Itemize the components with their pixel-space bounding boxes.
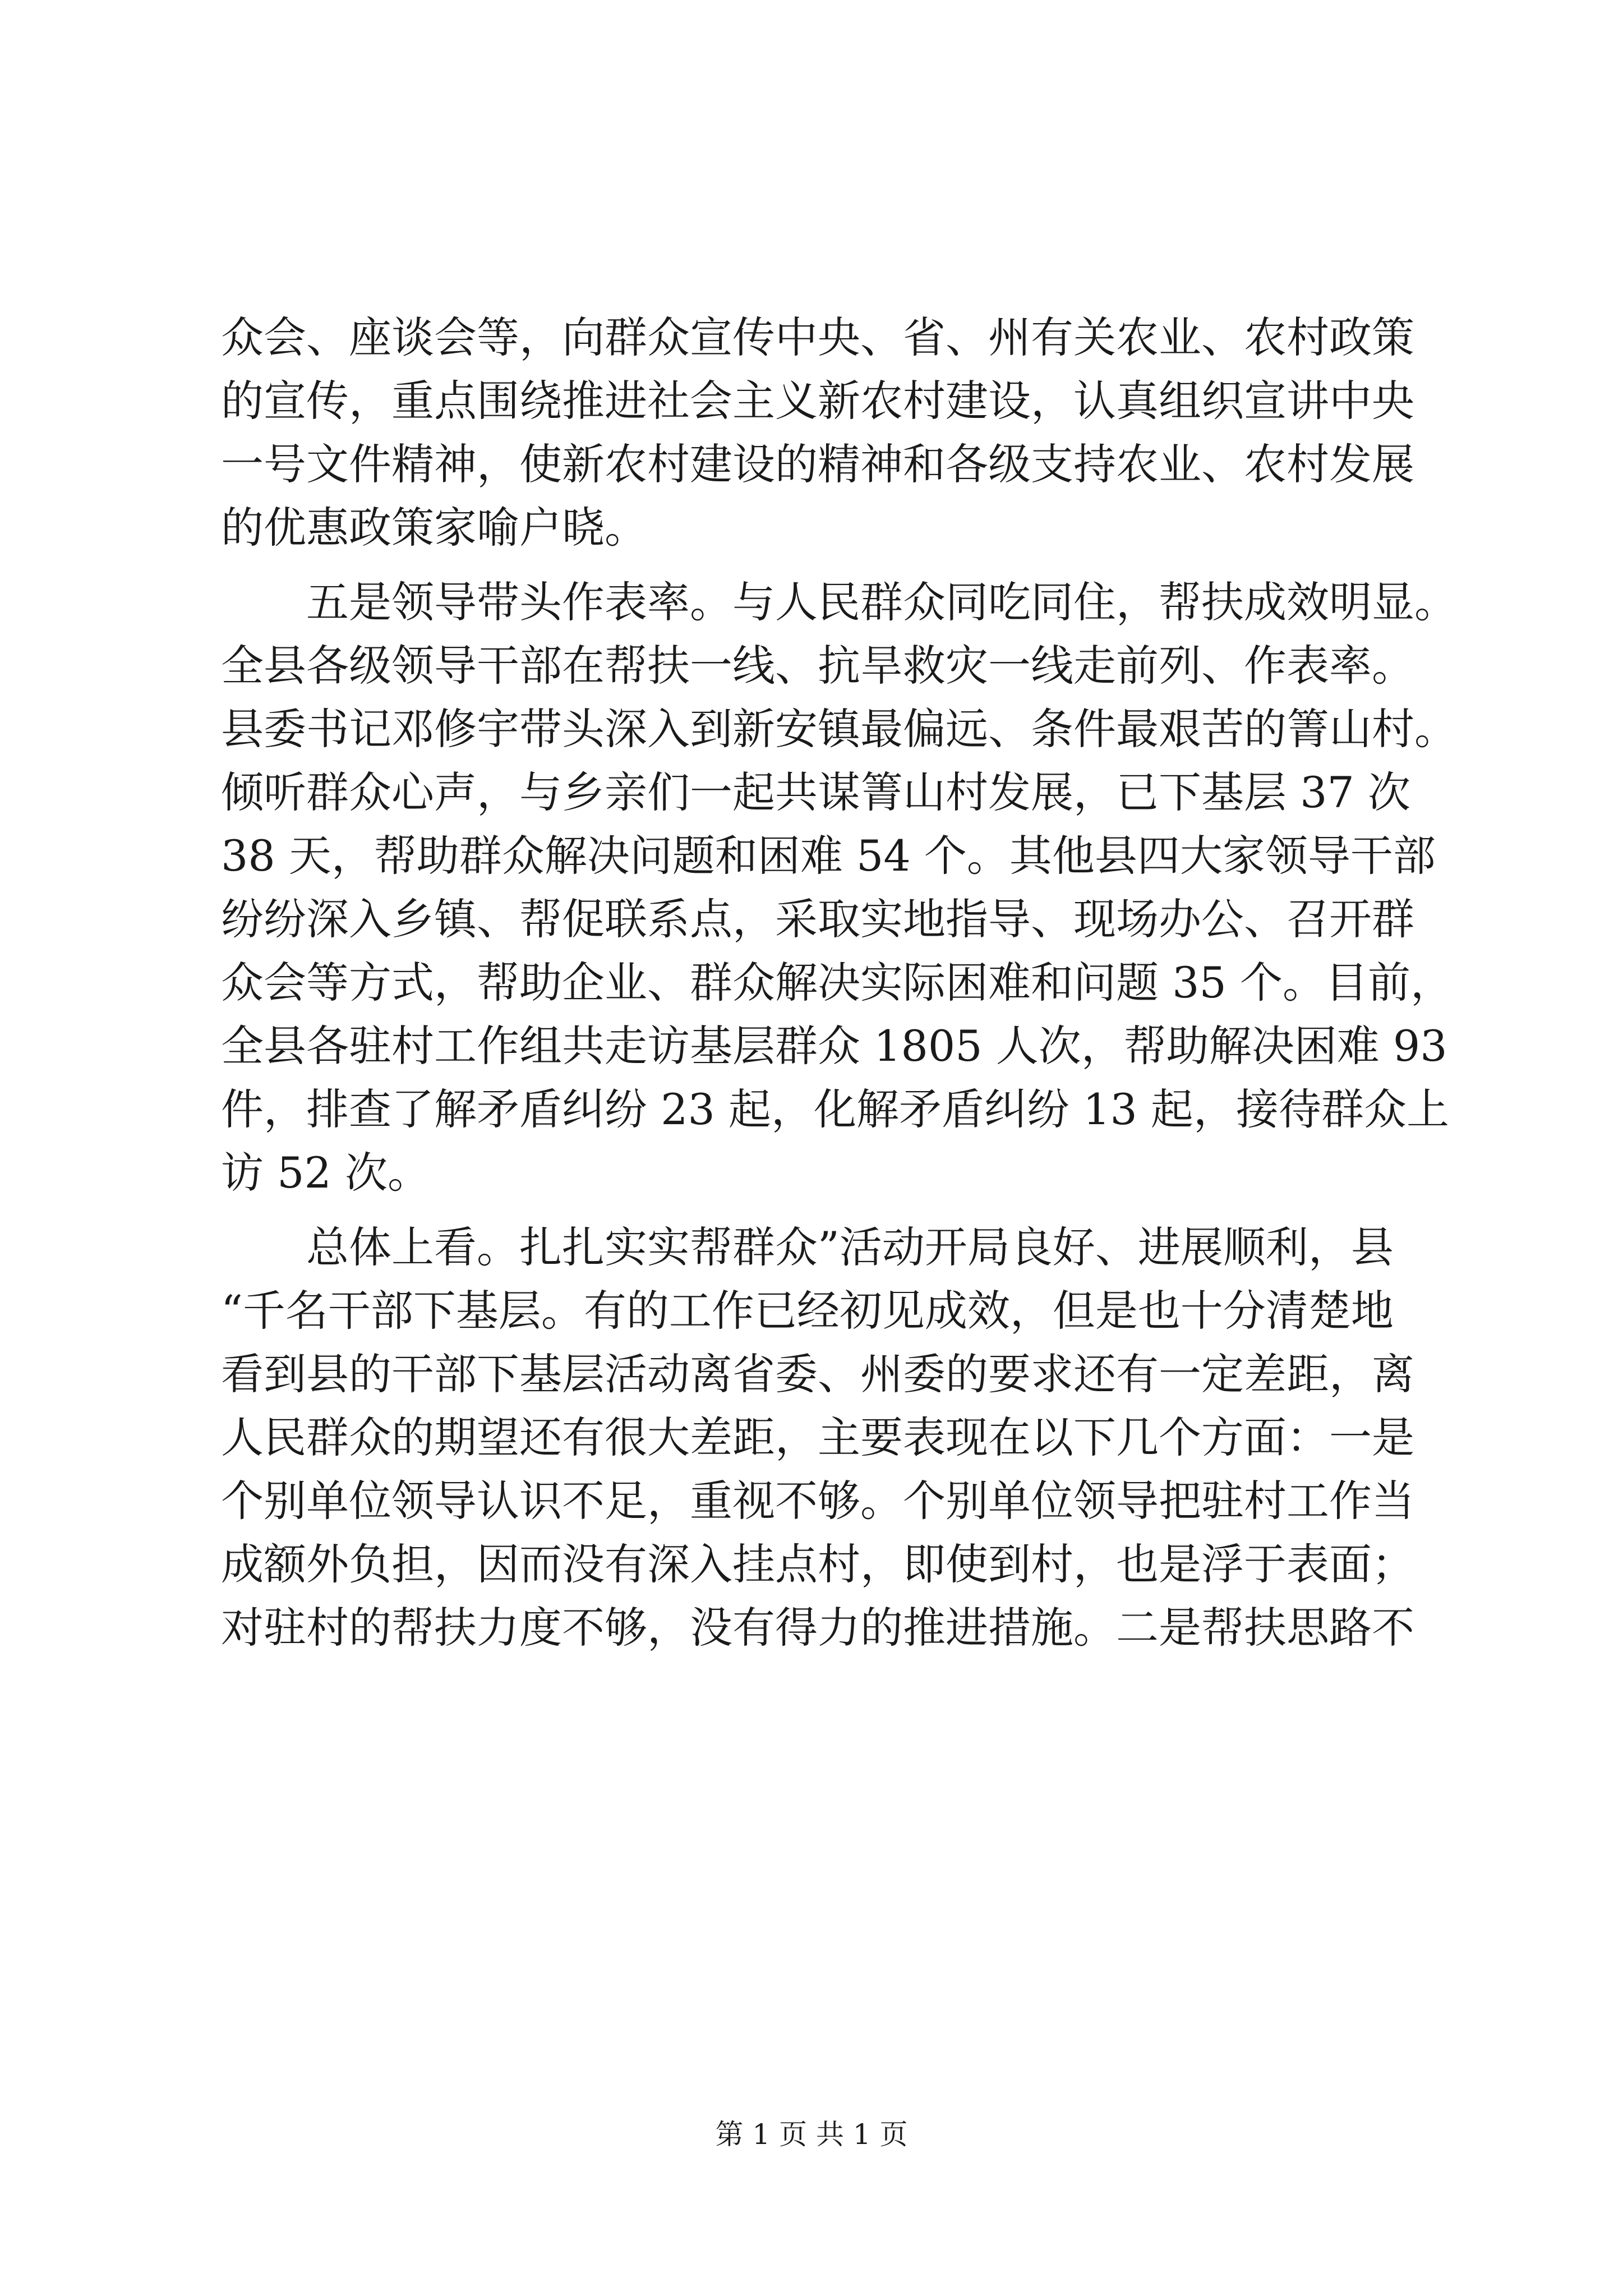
text-line: 件，排查了解矛盾纠纷 23 起，化解矛盾纠纷 13 起，接待群众上 — [221, 1084, 1450, 1134]
paragraph-spacer — [221, 1204, 1415, 1216]
text-line: 县委书记邓修宇带头深入到新安镇最偏远、条件最艰苦的箐山村。 — [221, 704, 1457, 754]
page-number: 第 1 页 共 1 页 — [715, 2118, 908, 2151]
text-line: 看到县的干部下基层活动离省委、州委的要求还有一定差距，离 — [221, 1349, 1414, 1399]
text-line: 的优惠政策家喻户晓。 — [221, 503, 647, 553]
text-line: 人民群众的期望还有很大差距，主要表现在以下几个方面：一是 — [221, 1412, 1414, 1462]
text-line: 众会、座谈会等，向群众宣传中央、省、州有关农业、农村政策 — [221, 312, 1414, 362]
text-line: 成额外负担，因而没有深入挂点村，即使到村，也是浮于表面； — [221, 1539, 1414, 1589]
text-line: 访 52 次。 — [221, 1148, 431, 1198]
text-line: 总体上看。扎扎实实帮群众”活动开局良好、进展顺利，县 — [221, 1222, 1394, 1272]
text-line: 纷纷深入乡镇、帮促联系点，采取实地指导、现场办公、召开群 — [221, 894, 1414, 944]
text-line: 的宣传，重点围绕推进社会主义新农村建设，认真组织宣讲中央 — [221, 376, 1414, 426]
text-line: 对驻村的帮扶力度不够，没有得力的推进措施。二是帮扶思路不 — [221, 1603, 1414, 1653]
text-line: 全县各级领导干部在帮扶一线、抗旱救灾一线走前列、作表率。 — [221, 641, 1414, 691]
document-body — [221, 306, 1457, 1659]
paragraph-3 — [221, 1216, 1415, 1659]
paragraph-2 — [221, 570, 1457, 1204]
page-footer — [0, 2115, 1623, 2154]
text-line: 全县各驻村工作组共走访基层群众 1805 人次，帮助解决困难 93 — [221, 1021, 1447, 1071]
text-line: 众会等方式，帮助企业、群众解决实际困难和问题 35 个。目前， — [221, 958, 1454, 1007]
text-line: 一号文件精神，使新农村建设的精神和各级支持农业、农村发展 — [221, 439, 1414, 489]
text-line: 38 天，帮助群众解决问题和困难 54 个。其他县四大家领导干部 — [221, 831, 1436, 881]
paragraph-spacer — [221, 559, 1415, 570]
paragraph-1 — [221, 306, 1415, 559]
text-line: “千名干部下基层。有的工作已经初见成效，但是也十分清楚地 — [221, 1286, 1394, 1336]
text-line: 倾听群众心声，与乡亲们一起共谋箐山村发展，已下基层 37 次 — [221, 767, 1411, 817]
text-line: 个别单位领导认识不足，重视不够。个别单位领导把驻村工作当 — [221, 1476, 1414, 1526]
text-line: 五是领导带头作表率。与人民群众同吃同住，帮扶成效明显。 — [221, 577, 1457, 627]
